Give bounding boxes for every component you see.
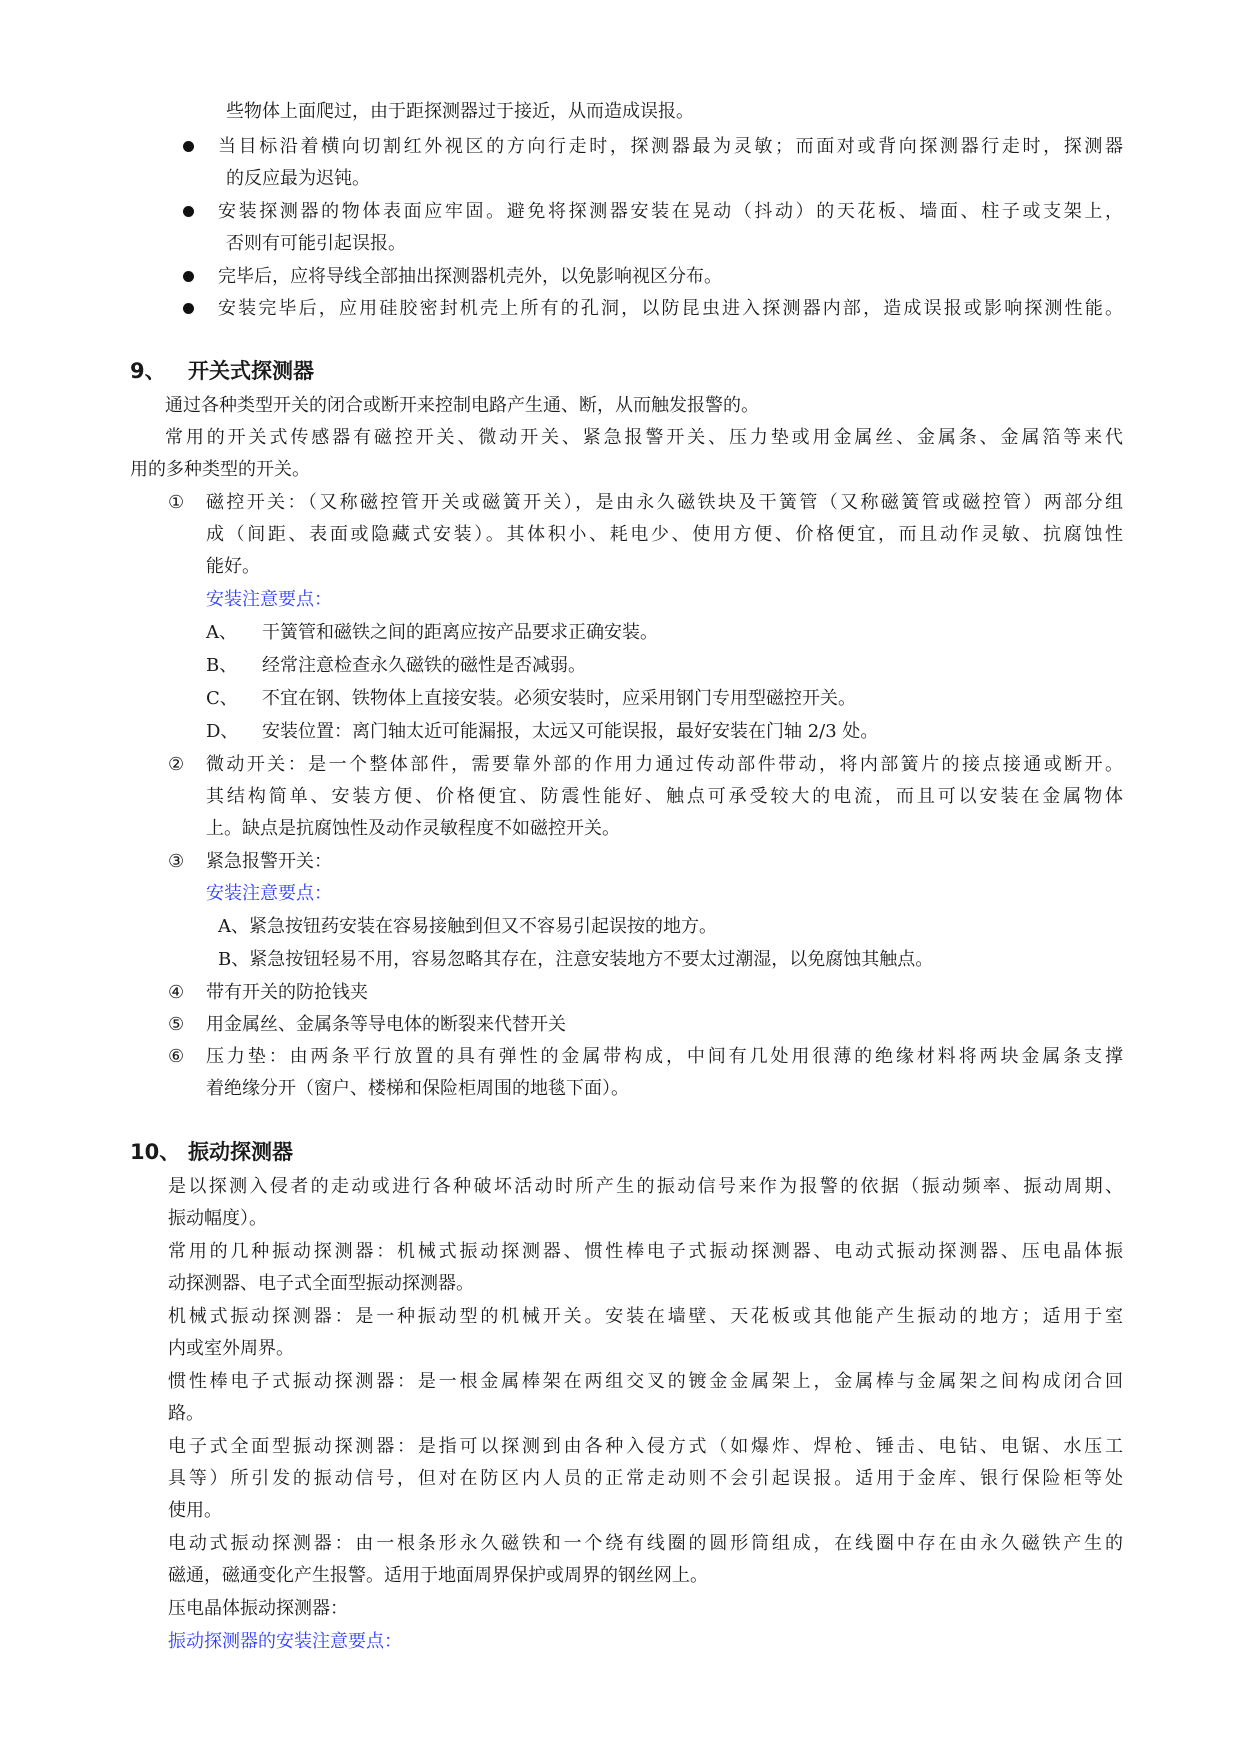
item-6-line-2: 着绝缘分开（窗户、楼梯和保险柜周围的地毯下面）。: [206, 1078, 629, 1099]
item-5-line-1: 用金属丝、金属条等导电体的断裂来代替开关: [206, 1014, 566, 1035]
note-c-text: 不宜在钢、铁物体上直接安装。必须安装时，应采用钢门专用型磁控开关。: [262, 688, 856, 709]
item-1-marker: ①: [168, 492, 185, 513]
section-10-line-5: 机械式振动探测器：是一种振动型的机械开关。安装在墙壁、天花板或其他能产生振动的地方；适用于室: [168, 1306, 1123, 1327]
note-b-marker: B、: [206, 655, 238, 676]
section-10-line-3: 常用的几种振动探测器：机械式振动探测器、惯性棒电子式振动探测器、电动式振动探测器、压电晶体振: [168, 1241, 1123, 1262]
section-9-paragraph-2-line-2: 用的多种类型的开关。: [130, 459, 310, 480]
item-4-line-1: 带有开关的防抢钱夹: [206, 982, 368, 1003]
section-10-line-12: 电动式振动探测器：由一根条形永久磁铁和一个绕有线圈的圆形筒组成，在线圈中存在由永久磁铁产生的: [168, 1533, 1123, 1554]
section-9-paragraph-2-line-1: 常用的开关式传感器有磁控开关、微动开关、紧急报警开关、压力垫或用金属丝、金属条、金属箔等来代: [165, 427, 1123, 448]
section-10-line-7: 惯性棒电子式振动探测器：是一根金属棒架在两组交叉的镀金金属架上，金属棒与金属架之间构成闭合回: [168, 1371, 1123, 1392]
item-2-line-2: 其结构简单、安装方便、价格便宜、防震性能好、触点可承受较大的电流，而且可以安装在金属物体: [206, 786, 1123, 807]
section-10-title: 振动探测器: [188, 1140, 293, 1164]
item-4-marker: ④: [168, 982, 185, 1003]
bullet-3-line-1: 完毕后，应将导线全部抽出探测器机壳外，以免影响视区分布。: [218, 266, 722, 287]
continuation-text: 些物体上面爬过，由于距探测器过于接近，从而造成误报。: [226, 101, 694, 122]
bullet-2-line-2: 否则有可能引起误报。: [226, 233, 406, 254]
section-9-paragraph-1: 通过各种类型开关的闭合或断开来控制电路产生通、断，从而触发报警的。: [165, 395, 759, 416]
item-1-line-1: 磁控开关：（又称磁控管开关或磁簧开关），是由永久磁铁块及干簧管（又称磁簧管或磁控管）两部分组: [206, 492, 1123, 513]
bullet-2-line-1: 安装探测器的物体表面应牢固。避免将探测器安装在晃动（抖动）的天花板、墙面、柱子或支架上，: [218, 201, 1123, 222]
section-10-line-6: 内或室外周界。: [168, 1338, 294, 1359]
bullet-1-line-1: 当目标沿着横向切割红外视区的方向行走时，探测器最为灵敏；而面对或背向探测器行走时，探测器: [218, 136, 1123, 157]
section-10-line-11: 使用。: [168, 1500, 222, 1521]
bullet-1-line-2: 的反应最为迟钝。: [226, 168, 370, 189]
note-c-marker: C、: [206, 688, 238, 709]
section-10-note-title: 振动探测器的安装注意要点：: [168, 1631, 402, 1652]
bullet-icon: [183, 206, 194, 217]
note-a-text: 干簧管和磁铁之间的距离应按产品要求正确安装。: [262, 622, 658, 643]
item-3-marker: ③: [168, 851, 185, 872]
section-10-line-4: 动探测器、电子式全面型振动探测器。: [168, 1273, 474, 1294]
note-d-text: 安装位置：离门轴太近可能漏报，太远又可能误报，最好安装在门轴 2/3 处。: [262, 721, 879, 742]
section-10-line-13: 磁通，磁通变化产生报警。适用于地面周界保护或周界的钢丝网上。: [168, 1565, 708, 1586]
section-10-line-14: 压电晶体振动探测器：: [168, 1598, 348, 1619]
note-a-marker: A、: [206, 622, 237, 643]
bullet-4-line-1: 安装完毕后，应用硅胶密封机壳上所有的孔洞，以防昆虫进入探测器内部，造成误报或影响探测性能。: [218, 298, 1123, 319]
item-3-note-title: 安装注意要点：: [206, 883, 332, 904]
item-2-line-3: 上。缺点是抗腐蚀性及动作灵敏程度不如磁控开关。: [206, 818, 620, 839]
item-3-line-1: 紧急报警开关：: [206, 851, 332, 872]
section-10-line-1: 是以探测入侵者的走动或进行各种破坏活动时所产生的振动信号来作为报警的依据（振动频率、振动周期、: [168, 1176, 1123, 1197]
item-5-marker: ⑤: [168, 1014, 185, 1035]
item-2-line-1: 微动开关：是一个整体部件，需要靠外部的作用力通过传动部件带动，将内部簧片的接点接通或断开。: [206, 754, 1123, 775]
bullet-icon: [183, 303, 194, 314]
section-10-line-10: 具等）所引发的振动信号，但对在防区内人员的正常走动则不会引起误报。适用于金库、银行保险柜等处: [168, 1468, 1123, 1489]
section-9-title: 开关式探测器: [188, 359, 314, 383]
note-d-marker: D、: [206, 721, 239, 742]
item-6-line-1: 压力垫：由两条平行放置的具有弹性的金属带构成，中间有几处用很薄的绝缘材料将两块金属条支撑: [206, 1046, 1123, 1067]
item-1-note-title: 安装注意要点：: [206, 589, 332, 610]
item-1-line-2: 成（间距、表面或隐藏式安装）。其体积小、耗电少、使用方便、价格便宜，而且动作灵敏、抗腐蚀性: [206, 524, 1123, 545]
item-2-marker: ②: [168, 754, 185, 775]
bullet-icon: [183, 271, 194, 282]
section-10-line-9: 电子式全面型振动探测器：是指可以探测到由各种入侵方式（如爆炸、焊枪、锤击、电钻、电锯、水压工: [168, 1436, 1123, 1457]
item-3-note-a: A、紧急按钮药安装在容易接触到但又不容易引起误按的地方。: [218, 916, 717, 937]
item-1-line-3: 能好。: [206, 556, 260, 577]
section-10-line-2: 振动幅度）。: [168, 1208, 267, 1229]
bullet-icon: [183, 141, 194, 152]
item-6-marker: ⑥: [168, 1046, 185, 1067]
section-10-number: 10、: [130, 1140, 181, 1164]
item-3-note-b: B、紧急按钮轻易不用，容易忽略其存在，注意安装地方不要太过潮湿，以免腐蚀其触点。: [218, 949, 934, 970]
section-10-line-8: 路。: [168, 1403, 204, 1424]
note-b-text: 经常注意检查永久磁铁的磁性是否减弱。: [262, 655, 586, 676]
section-9-number: 9、: [130, 359, 166, 383]
